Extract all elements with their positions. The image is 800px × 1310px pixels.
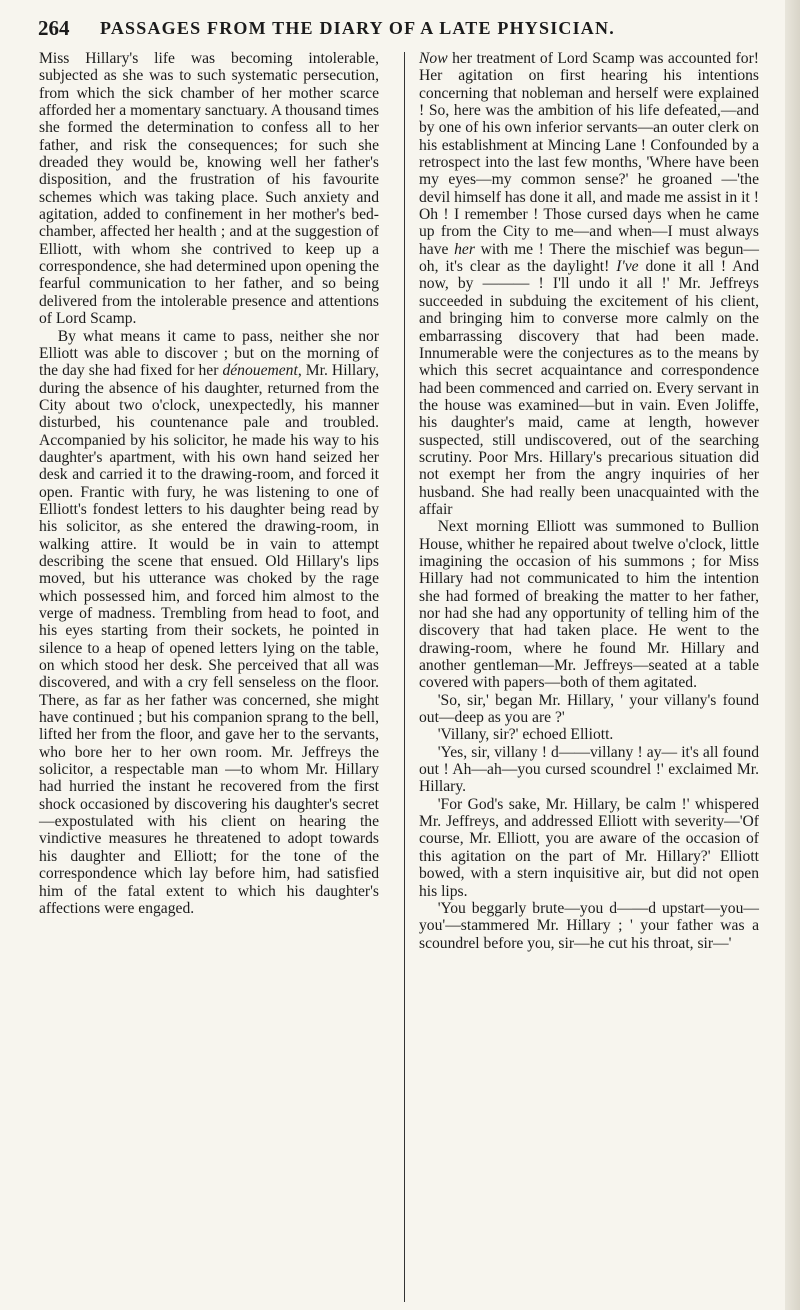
left-column xyxy=(39,50,379,917)
text-run: done it all ! And now, by ——— ! I'll undo it all !' Mr. Jeffreys succeeded in subduing the excitement of his client, and bringing him to converse more calmly on the embarrassing discovery that had been made. Innumerable were the conjectures as to the means by which this secret acquaintance and correspondence had been commenced and carried on. Every servant in the house was examined—but in vain. Even Joliffe, his daughter's maid, came at length, however suspected, still undiscovered, out of the searching scrutiny. Poor Mrs. Hillary's precarious situation did not exempt her from the angry inquiries of her husband. She had really been unacquainted with the affair xyxy=(419,258,759,518)
paragraph: Miss Hillary's life was becoming intolerable, subjected as she was to such systematic persecution, from which the sick chamber of her mother scarce afforded her a momentary sanctuary. A thousand times she formed the determination to confess all to her father, and risk the consequences; for such she dreaded they would be, knowing well her father's disposition, and the frustration of his favourite schemes which was taking place. Such anxiety and agitation, added to confinement in her mother's bed-chamber, affected her health ; and at the suggestion of Elliott, with whom she contrived to keep up a correspondence, she had determined upon opening the fearful communication to her father, and so being delivered from the intolerable presence and attentions of Lord Scamp. xyxy=(39,50,379,328)
italic-word: I've xyxy=(616,258,639,276)
column-divider xyxy=(404,52,405,1302)
right-column xyxy=(419,50,759,952)
paragraph xyxy=(39,328,379,918)
page-edge-shadow xyxy=(785,0,800,1310)
text-run: , Mr. Hillary, during the absence of his daughter, returned from the City about two o'clock, unexpectedly, his manner disturbed, his countenance pale and troubled. Accompanied by his solicitor, he made his way to his daughter's apartment, with his own hand seized her desk and carried it to the drawing-room, and forced it open. Frantic with fury, he was listening to one of Elliott's fondest letters to his daughter being read by his solicitor, as she entered the drawing-room, in walking attire. It would be in vain to attempt describing the scene that ensued. Old Hillary's lips moved, but his utterance was choked by the rage which possessed him, and forced him almost to the verge of madness. Trembling from head to foot, and his eyes starting from their sockets, he pointed in silence to a heap of opened letters lying on the table, on which stood her desk. She perceived that all was discovered, and with a cry fell senseless on the floor. There, as far as her father was concerned, she might have continued ; but his companion sprang to the bell, lifted her from the floor, and gave her to the servants, who bore her to her own room. Mr. Jeffreys the solicitor, a respectable man —to whom Mr. Hillary had hurried the instant he recovered from the first shock occasioned by discovering his daughter's secret—expostulated with his client on hearing the vindictive measures he threatened to adopt towards his daughter and Elliott; for the tone of the correspondence which lay before him, had satisfied him of the fatal extent to which his daughter's affections were engaged. xyxy=(39,362,379,917)
running-head: PASSAGES FROM THE DIARY OF A LATE PHYSICIAN. xyxy=(100,18,615,38)
italic-term: dénouement xyxy=(222,362,298,380)
page-header xyxy=(38,16,773,46)
text-run: By what means it came to pass, neither she nor Elliott was able to discover ; but on the morning of the day she had fixed for her xyxy=(39,327,379,380)
paragraph: 'For God's sake, Mr. Hillary, be calm !' whispered Mr. Jeffreys, and addressed Elliott with severity—'Of course, Mr. Elliott, you are aware of the occasion of this agitation on the part of Mr. Hillary?' Elliott bowed, with a stern inquisitive air, but did not open his lips. xyxy=(419,795,759,900)
paragraph: 'Villany, sir?' echoed Elliott. xyxy=(437,726,614,744)
italic-word: Now xyxy=(419,50,448,67)
page-number: 264 xyxy=(38,16,70,40)
text-run: her treatment of Lord Scamp was accounted for! Her agitation on first hearing his intentions concerning that nobleman and herself were explained ! So, here was the ambition of his life defeated,—and by one of his own inferior servants—an outer clerk on his establishment at Mincing Lane ! Confounded by a retrospect into the last few months, 'Where have been my eyes—my common sense?' he groaned —'the devil himself has done it all, and made me assist in it ! Oh ! I remember ! Those cursed days when he came up from the City to me—and when—I must always have xyxy=(419,50,759,258)
paragraph: 'You beggarly brute—you d——d upstart—you—you'—stammered Mr. Hillary ; ' your father was a scoundrel before you, sir—he cut his throat, sir—' xyxy=(419,899,759,952)
paragraph: Next morning Elliott was summoned to Bullion House, whither he repaired about twelve o'clock, little imagining the occasion of his summons ; for Miss Hillary had not communicated to him the intention she had formed of breaking the matter to her father, nor had she had any opportunity of telling him of the discovery that had taken place. He went to the drawing-room, where he found Mr. Hillary and another gentleman—Mr. Jeffreys—seated at a table covered with papers—both of them agitated. xyxy=(419,518,759,692)
paragraph: 'So, sir,' began Mr. Hillary, ' your villany's found out—deep as you are ?' xyxy=(419,691,759,727)
paragraph: 'Yes, sir, villany ! d——villany ! ay— it's all found out ! Ah—ah—you cursed scoundrel !' exclaimed Mr. Hillary. xyxy=(419,743,759,796)
italic-word: her xyxy=(454,240,475,258)
text-run: with me ! There the mischief was begun— oh, it's clear as the daylight! xyxy=(419,240,759,276)
paragraph xyxy=(419,50,759,518)
